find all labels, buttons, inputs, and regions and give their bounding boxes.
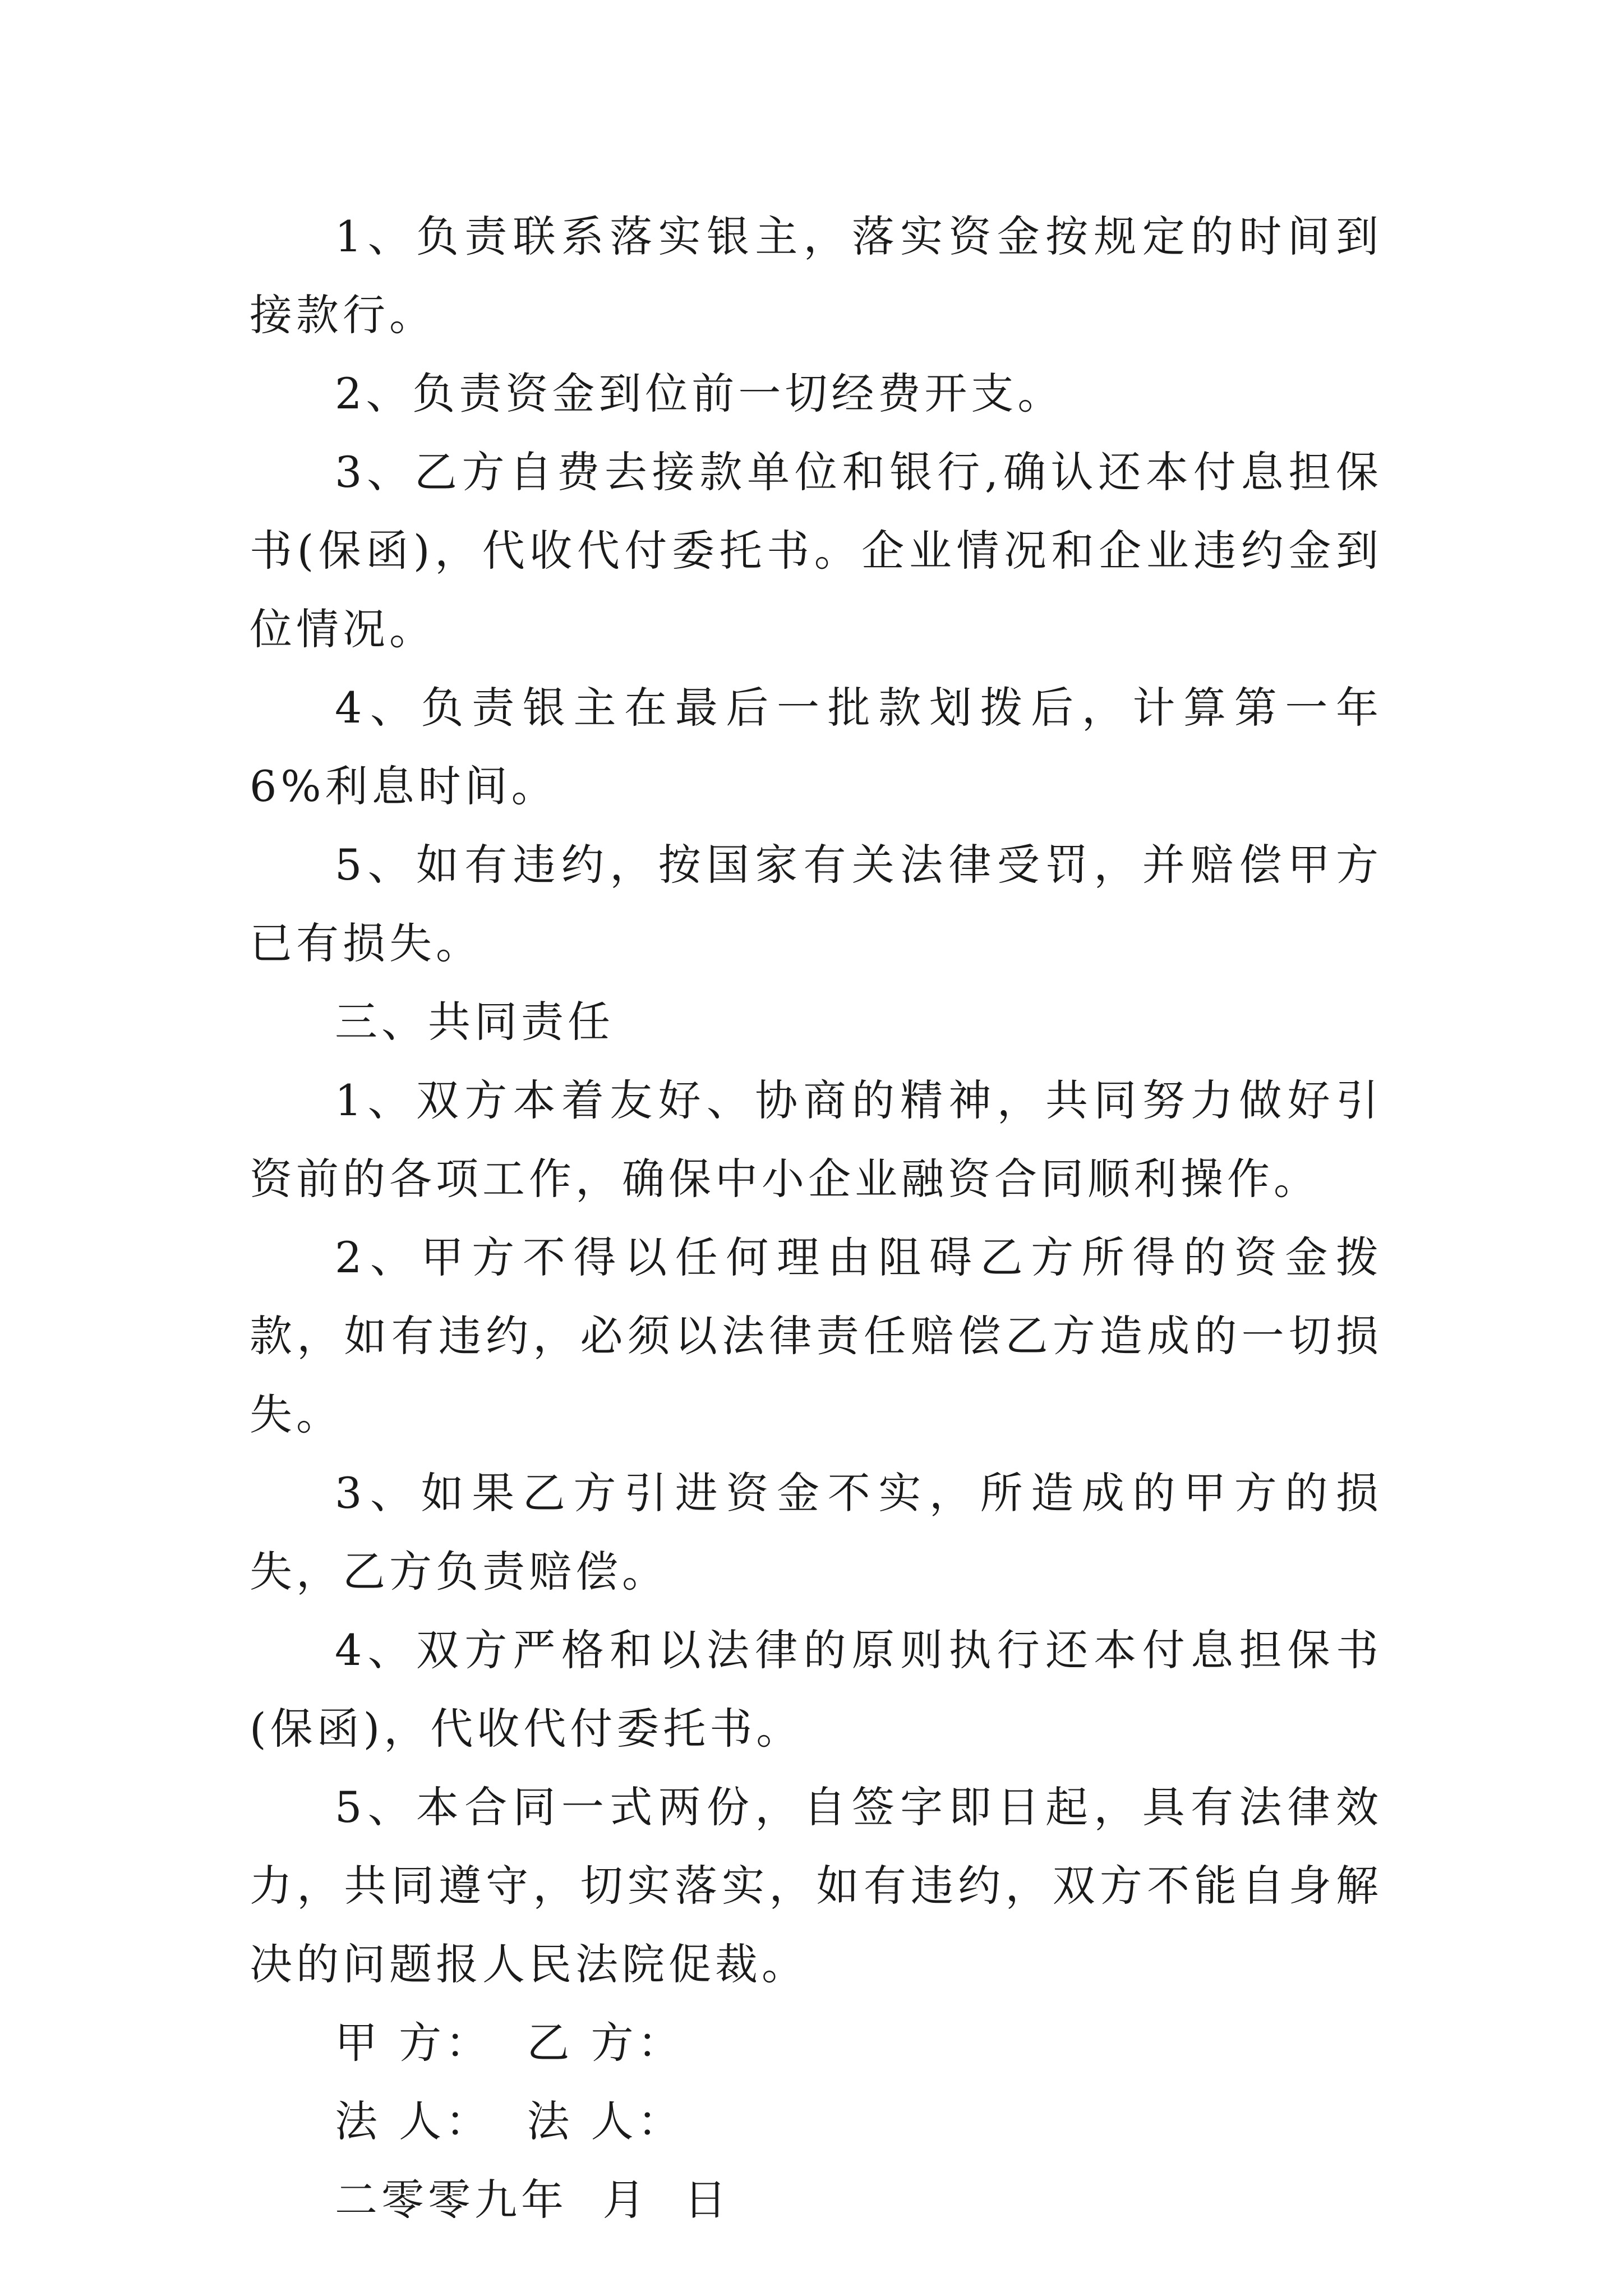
clause-2-5: 5、如有违约，按国家有关法律受罚，并赔偿甲方已有损失。 [250,840,1382,968]
contract-body [250,197,1382,2239]
clause-3-2: 2、甲方不得以任何理由阻碍乙方所得的资金拨款，如有违约，必须以法律责任赔偿乙方造成的一切损失。 [250,1232,1382,1439]
signature-legal-person-line: 法 人： 法 人： [335,2096,684,2146]
clause-3-3: 3、如果乙方引进资金不实，所造成的甲方的损失，乙方负责赔偿。 [250,1468,1382,1596]
clause-3-4: 4、双方严格和以法律的原则执行还本付息担保书(保函)，代收代付委托书。 [250,1625,1382,1754]
clause-2-3: 3、乙方自费去接款单位和银行,确认还本付息担保书(保函)，代收代付委托书。企业情况和企业违约金到位情况。 [250,447,1382,654]
clause-3-1: 1、双方本着友好、协商的精神，共同努力做好引资前的各项工作，确保中小企业融资合同顺利操作。 [250,1075,1382,1204]
section-heading-joint-responsibility: 三、共同责任 [335,997,614,1047]
clause-2-1: 1、负责联系落实银主，落实资金按规定的时间到接款行。 [250,211,1382,340]
clause-3-5: 5、本合同一式两份，自签字即日起，具有法律效力，共同遵守，切实落实，如有违约，双方不能自身解决的问题报人民法院促裁。 [250,1782,1382,1989]
clause-2-2: 2、负责资金到位前一切经费开支。 [335,369,1064,418]
signature-parties-line: 甲 方： 乙 方： [335,2018,684,2068]
signature-date-line: 二零零九年 月 日 [335,2175,731,2225]
clause-2-4: 4、负责银主在最后一批款划拨后，计算第一年 6%利息时间。 [250,683,1382,811]
